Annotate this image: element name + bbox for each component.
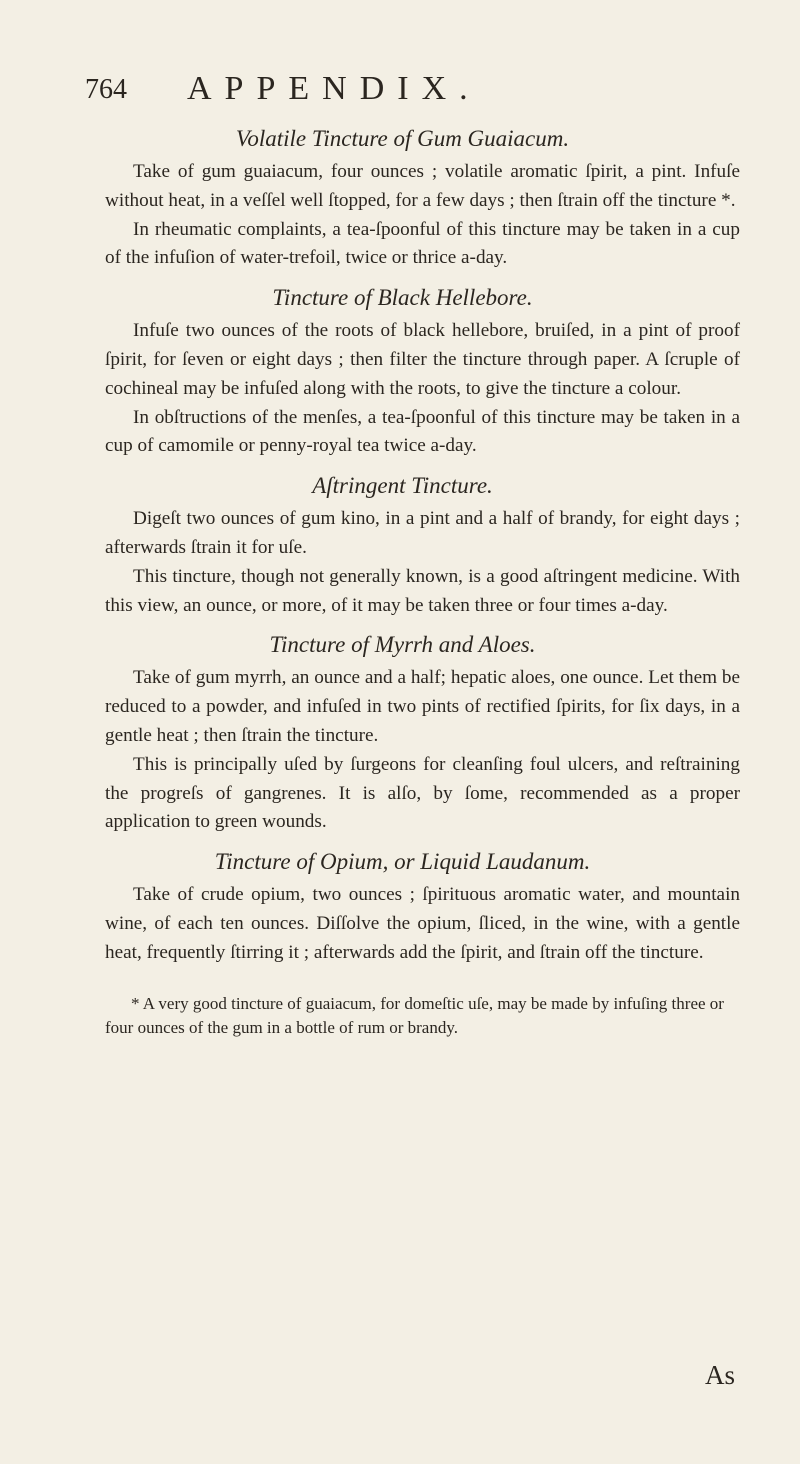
paragraph: This tincture, though not generally known, is a good aſtringent medicine. With this view, an ounce, or more, of it may be taken three or four times a-day.: [105, 565, 740, 616]
section-volatile-tincture: [105, 126, 740, 273]
header-title: APPENDIX.: [187, 70, 481, 107]
section-title: Aſtringent Tincture.: [312, 473, 493, 499]
footnote: * A very good tincture of guaiacum, for domeſtic uſe, may be made by infuſing three or four ounces of the gum in a bottle of rum or brandy.: [105, 993, 724, 1037]
paragraph: In obſtructions of the menſes, a tea-ſpoonful of this tincture may be taken in a cup of camomile or penny-royal tea twice a-day.: [105, 406, 740, 457]
section-title: Tincture of Myrrh and Aloes.: [269, 632, 536, 658]
catchword: As: [704, 1360, 735, 1390]
paragraph: This is principally uſed by ſurgeons for cleanſing foul ulcers, and reſtraining the progreſs of gangrenes. It is alſo, by ſome, recommended as a proper application to green wounds.: [105, 753, 740, 833]
section-opium-laudanum: [105, 849, 740, 967]
page-number: 764: [85, 74, 127, 105]
running-head: [85, 70, 740, 114]
paragraph: Digeſt two ounces of gum kino, in a pint and a half of brandy, for eight days ; afterwards ſtrain it for uſe.: [105, 508, 740, 558]
section-astringent-tincture: [105, 473, 740, 620]
section-black-hellebore: [105, 285, 740, 461]
section-myrrh-aloes: [105, 632, 740, 837]
section-title: Tincture of Opium, or Liquid Laudanum.: [214, 849, 591, 875]
section-title: Volatile Tincture of Gum Guaiacum.: [235, 126, 570, 151]
paragraph: Infuſe two ounces of the roots of black hellebore, bruiſed, in a pint of proof ſpirit, for ſeven or eight days ; then filter the tincture through paper. A ſcruple of cochineal may be infuſed along with the roots, to give the tincture a colour.: [105, 320, 740, 399]
paragraph: Take of gum myrrh, an ounce and a half; hepatic aloes, one ounce. Let them be reduced to a powder, and infuſed in two pints of rectified ſpirits, for ſix days, in a gentle heat ; then ſtrain the tincture.: [105, 667, 740, 746]
section-title: Tincture of Black Hellebore.: [272, 285, 533, 311]
paragraph: Take of gum guaiacum, four ounces ; volatile aromatic ſpirit, a pint. Infuſe without heat, in a veſſel well ſtopped, for a few days ; then ſtrain off the tincture *.: [105, 161, 740, 211]
paragraph: Take of crude opium, two ounces ; ſpirituous aromatic water, and mountain wine, of each ten ounces. Diſſolve the opium, ſliced, in the wine, with a gentle heat, frequently ſtirring it ; afterwards add the ſpirit, and ſtrain off the tincture.: [105, 884, 740, 963]
paragraph: In rheumatic complaints, a tea-ſpoonful of this tincture may be taken in a cup of the infuſion of water-trefoil, twice or thrice a-day.: [105, 218, 740, 269]
